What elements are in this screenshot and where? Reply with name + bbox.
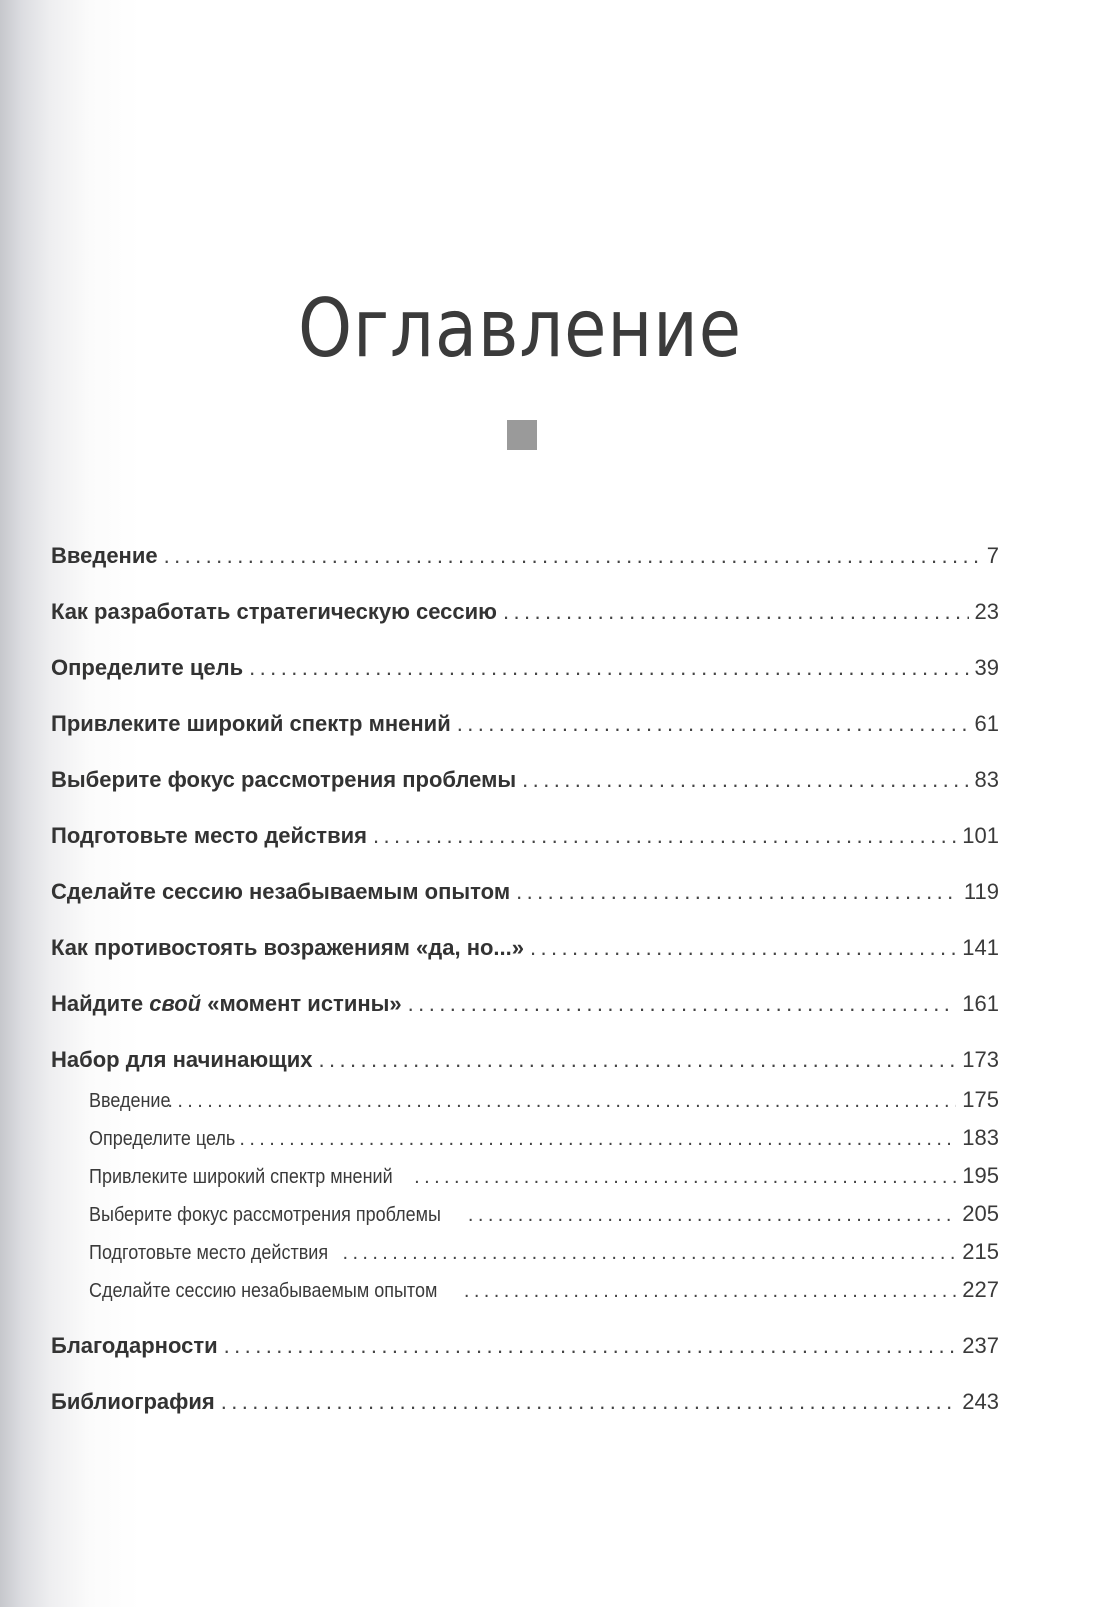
toc-entry-page: 237 [962, 1333, 999, 1358]
toc-entry-page: 183 [962, 1125, 999, 1150]
page-title: Оглавление [298, 282, 742, 375]
toc-entry-page: 101 [962, 823, 999, 848]
toc-entry-label: Введение [51, 543, 158, 568]
toc-leader-dots [221, 1389, 957, 1415]
toc-leader-dots [164, 543, 981, 569]
toc-entry-label: Выберите фокус рассмотрения проблемы [51, 767, 517, 792]
toc-entry-page: 83 [974, 767, 999, 792]
toc-entry-design-session[interactable] [51, 599, 999, 625]
toc-entry-label: Введение [89, 1090, 171, 1112]
toc-entry-page: 205 [962, 1201, 999, 1226]
toc-entry-bibliography[interactable] [51, 1389, 999, 1415]
toc-subentry-problem-focus[interactable] [89, 1201, 999, 1227]
toc-entry-label: Определите цель [51, 655, 244, 680]
toc-entry-label-end: «момент истины» [201, 991, 402, 1016]
toc-leader-dots [522, 767, 968, 793]
toc-leader-dots [408, 991, 957, 1017]
toc-entry-label: Как разработать стратегическую сессию [51, 599, 497, 624]
toc-entry-page: 215 [962, 1239, 999, 1264]
toc-entry-starter-kit[interactable] [51, 1047, 999, 1073]
toc-entry-label: Сделайте сессию незабываемым опытом [51, 879, 511, 904]
toc-leader-dots [249, 655, 968, 681]
toc-leader-dots [239, 1128, 956, 1151]
toc-leader-dots [464, 1280, 956, 1303]
toc-entry-acknowledgements[interactable] [51, 1333, 999, 1359]
toc-entry-label [51, 991, 402, 1017]
toc-entry-label: Как противостоять возражениям «да, но...» [51, 935, 524, 960]
toc-subentry-define-goal[interactable] [89, 1125, 999, 1151]
toc-entry-label: Определите цель [89, 1128, 236, 1150]
toc-entry-page: 141 [962, 935, 999, 960]
toc-entry-page: 175 [962, 1087, 999, 1112]
toc-entry-page: 39 [974, 655, 999, 680]
toc-entry-prepare-venue[interactable] [51, 823, 999, 849]
toc-leader-dots [530, 935, 956, 961]
toc-leader-dots [167, 1090, 956, 1113]
toc-entry-page: 7 [986, 543, 999, 568]
toc-entry-label: Привлеките широкий спектр мнений [89, 1166, 393, 1188]
toc-leader-dots [414, 1166, 956, 1189]
toc-entry-page: 61 [974, 711, 999, 736]
toc-entry-wide-opinions[interactable] [51, 711, 999, 737]
toc-entry-problem-focus[interactable] [51, 767, 999, 793]
toc-entry-label-italic: свой [149, 991, 202, 1016]
toc-entry-label: Библиография [51, 1389, 215, 1414]
toc-leader-dots [457, 711, 969, 737]
toc-entry-label: Подготовьте место действия [89, 1242, 329, 1264]
toc-entry-page: 119 [963, 879, 999, 904]
toc-entry-objections[interactable] [51, 935, 999, 961]
toc-subentry-introduction[interactable] [89, 1087, 999, 1113]
toc-leader-dots [468, 1204, 956, 1227]
toc-subentry-prepare-venue[interactable] [89, 1239, 999, 1265]
toc-entry-memorable-experience[interactable] [51, 879, 999, 905]
toc-entry-page: 23 [974, 599, 999, 624]
toc-leader-dots [342, 1242, 956, 1265]
toc-entry-page: 243 [962, 1389, 999, 1414]
toc-entry-page: 227 [962, 1277, 999, 1302]
toc-entry-page: 161 [962, 991, 999, 1016]
toc-entry-define-goal[interactable] [51, 655, 999, 681]
toc-entry-label: Благодарности [51, 1333, 218, 1358]
toc-entry-label: Привлеките широкий спектр мнений [51, 711, 451, 736]
toc-leader-dots [373, 823, 956, 849]
toc-entry-introduction[interactable] [51, 543, 999, 569]
toc-entry-moment-of-truth[interactable] [51, 991, 999, 1017]
toc-subentry-memorable-experience[interactable] [89, 1277, 999, 1303]
toc-leader-dots [224, 1333, 957, 1359]
toc-leader-dots [503, 599, 969, 625]
toc-entry-page: 195 [962, 1163, 999, 1188]
toc-subentry-wide-opinions[interactable] [89, 1163, 999, 1189]
toc-entry-label: Подготовьте место действия [51, 823, 367, 848]
toc-entry-label: Сделайте сессию незабываемым опытом [89, 1280, 438, 1302]
toc-entry-page: 173 [962, 1047, 999, 1072]
toc-entry-label-start: Найдите [51, 991, 150, 1016]
toc-leader-dots [516, 879, 958, 905]
toc-entry-label: Набор для начинающих [51, 1047, 313, 1072]
toc-entry-label: Выберите фокус рассмотрения проблемы [89, 1204, 441, 1226]
toc-leader-dots [319, 1047, 957, 1073]
